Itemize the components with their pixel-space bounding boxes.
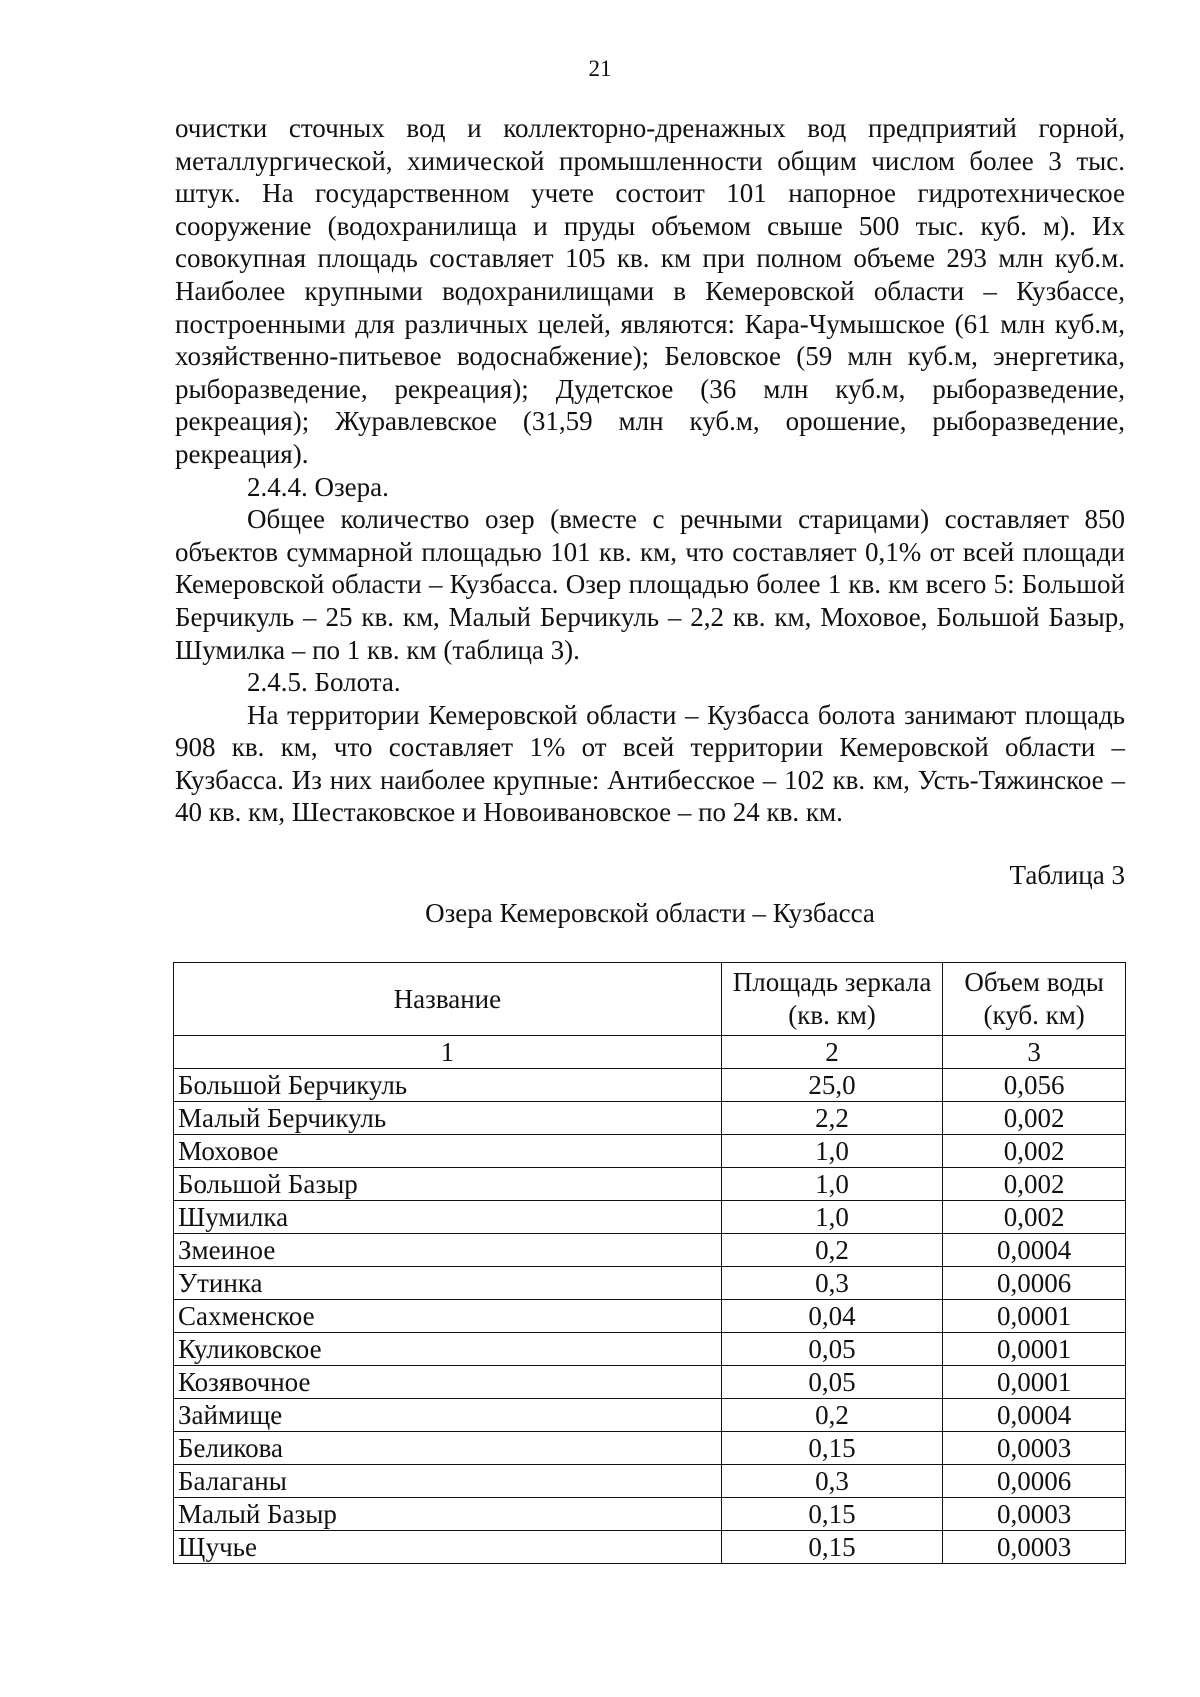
cell-volume: 0,0004 [943,1234,1126,1267]
cell-area: 0,04 [721,1300,943,1333]
cell-area: 0,3 [721,1465,943,1498]
cell-volume: 0,0001 [943,1366,1126,1399]
cell-lake-name: Щучье [174,1531,722,1564]
column-number: 2 [721,1036,943,1069]
cell-volume: 0,0001 [943,1300,1126,1333]
table-title: Озера Кемеровской области – Кузбасса [425,898,875,928]
cell-area: 1,0 [721,1201,943,1234]
lakes-table [173,962,1126,1564]
cell-lake-name: Змеиное [174,1234,722,1267]
table-row [174,1333,1126,1366]
cell-area: 0,05 [721,1333,943,1366]
section-heading-lakes: 2.4.4. Озера. [247,471,389,502]
cell-lake-name: Большой Берчикуль [174,1069,722,1102]
table-header-row [174,963,1126,1036]
table-row [174,1531,1126,1564]
cell-area: 25,0 [721,1069,943,1102]
body-text [175,112,1125,829]
cell-area: 0,2 [721,1399,943,1432]
cell-area: 0,15 [721,1531,943,1564]
cell-lake-name: Малый Базыр [174,1498,722,1531]
cell-volume: 0,002 [943,1201,1126,1234]
cell-area: 0,3 [721,1267,943,1300]
table-row [174,1498,1126,1531]
cell-lake-name: Козявочное [174,1366,722,1399]
cell-volume: 0,002 [943,1102,1126,1135]
cell-volume: 0,0003 [943,1531,1126,1564]
cell-volume: 0,002 [943,1168,1126,1201]
table-row [174,1135,1126,1168]
cell-volume: 0,0003 [943,1432,1126,1465]
table-row [174,1069,1126,1102]
column-number-row [174,1036,1126,1069]
paragraph-swamps: На территории Кемеровской области – Кузбасса болота занимают площадь 908 кв. км, что составляет 1% от всей территории Кемеровской области – Кузбасса. Из них наиболее крупные: Антибесское – 102 кв. км, Усть-Тяжинское – 40 кв. км, Шестаковское и Новоивановское – по 24 кв. км. [175,699,1125,828]
table-row [174,1300,1126,1333]
table-row [174,1432,1126,1465]
cell-area: 1,0 [721,1168,943,1201]
header-volume: Объем воды (куб. км) [943,963,1126,1036]
cell-lake-name: Утинка [174,1267,722,1300]
cell-lake-name: Куликовское [174,1333,722,1366]
header-name: Название [174,963,722,1036]
cell-area: 0,2 [721,1234,943,1267]
column-number: 3 [943,1036,1126,1069]
cell-volume: 0,002 [943,1135,1126,1168]
cell-volume: 0,0006 [943,1465,1126,1498]
cell-area: 2,2 [721,1102,943,1135]
cell-area: 1,0 [721,1135,943,1168]
column-number: 1 [174,1036,722,1069]
table-row [174,1267,1126,1300]
cell-area: 0,15 [721,1432,943,1465]
cell-lake-name: Моховое [174,1135,722,1168]
table-row [174,1234,1126,1267]
cell-area: 0,05 [721,1366,943,1399]
table-row [174,1168,1126,1201]
page-number: 21 [588,56,612,81]
cell-lake-name: Балаганы [174,1465,722,1498]
section-heading-swamps: 2.4.5. Болота. [247,667,401,698]
cell-volume: 0,0001 [943,1333,1126,1366]
cell-volume: 0,0006 [943,1267,1126,1300]
cell-lake-name: Сахменское [174,1300,722,1333]
header-area: Площадь зеркала (кв. км) [721,963,943,1036]
paragraph-lakes: Общее количество озер (вместе с речными старицами) составляет 850 объектов суммарной площадью 101 кв. км, что составляет 0,1% от всей площади Кемеровской области – Кузбасса. Озер площадью более 1 кв. км всего 5: Большой Берчикуль – 25 кв. км, Малый Берчикуль – 2,2 кв. км, Моховое, Большой Базыр, Шумилка – по 1 кв. км (таблица 3). [175,504,1125,665]
table-row [174,1102,1126,1135]
cell-volume: 0,0003 [943,1498,1126,1531]
cell-lake-name: Шумилка [174,1201,722,1234]
paragraph-reservoirs: очистки сточных вод и коллекторно-дренажных вод предприятий горной, металлургической, химической промышленности общим числом более 3 тыс. штук. На государственном учете состоит 101 напорное гидротехническое сооружение (водохранилища и пруды объемом свыше 500 тыс. куб. м). Их совокупная площадь составляет 105 кв. км при полном объеме 293 млн куб.м. Наиболее крупными водохранилищами в Кемеровской области – Кузбассе, построенными для различных целей, являются: Кара-Чумышское (61 млн куб.м, хозяйственно-питьевое водоснабжение); Беловское (59 млн куб.м, энергетика, рыборазведение, рекреация); Дудетское (36 млн куб.м, рыборазведение, рекреация); Журавлевское (31,59 млн куб.м, орошение, рыборазведение, рекреация). [175,113,1125,469]
cell-volume: 0,056 [943,1069,1126,1102]
table-row [174,1201,1126,1234]
table-row [174,1399,1126,1432]
cell-lake-name: Займище [174,1399,722,1432]
cell-lake-name: Беликова [174,1432,722,1465]
cell-volume: 0,0004 [943,1399,1126,1432]
cell-area: 0,15 [721,1498,943,1531]
table-row [174,1465,1126,1498]
cell-lake-name: Большой Базыр [174,1168,722,1201]
table-caption: Таблица 3 [1009,860,1125,890]
table-row [174,1366,1126,1399]
cell-lake-name: Малый Берчикуль [174,1102,722,1135]
